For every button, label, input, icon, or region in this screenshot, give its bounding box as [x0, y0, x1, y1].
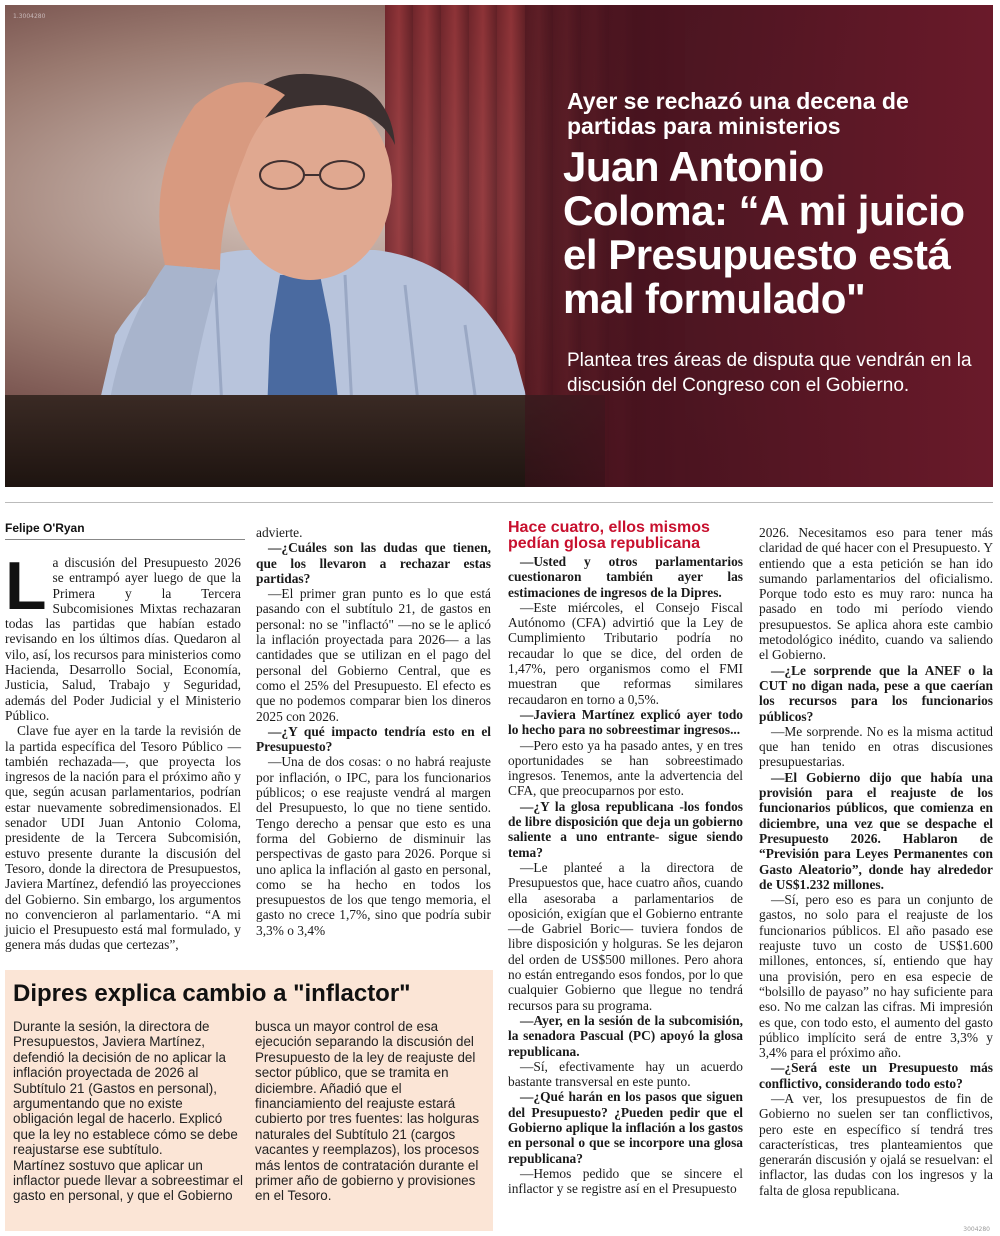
interview-question: —¿Le sorprende que la ANEF o la CUT no digan nada, pese a que caerían los recursos para los funcionarios públicos?	[759, 662, 993, 724]
box-paragraph: Martínez sostuvo que aplicar un inflactor puede llevar a sobreestimar el gasto en personal, y que el Gobierno	[13, 1157, 243, 1204]
byline-rule	[5, 539, 245, 540]
interview-answer: —Una de dos cosas: o no habrá reajuste por inflación, o IPC, para los funcionarios públicos; o ese reajuste vendrá al margen del Presupuesto, lo que no tiene sentido. Tengo derecho a pensar que esto es una forma del Gobierno de disminuir las perspectivas de gasto para 2026. Porque si uno aplica la inflación al gasto en personal, como se ha hecho en todos los presupuestos de los que tengo memoria, el gasto no crece 1,7%, sino que podría subir 3,3% o 3,4%	[256, 754, 491, 938]
interview-question: —El Gobierno dijo que había una provisión para el reajuste de los funcionarios públicos, que comienza en diciembre, una vez que se despache el Presupuesto 2026. Hablaron de “Previsión para Leyes Permanentes con Gasto Aleatorio”, donde hay alrededor de US$1.232 millones.	[759, 769, 993, 892]
dropcap: L	[5, 548, 47, 624]
article-column-3	[508, 554, 743, 1196]
interview-answer: —Sí, pero eso es para un conjunto de gastos, no solo para el reajuste de los funcionarios públicos. El año pasado ese reajuste tuvo un costo de US$1.600 millones, entonces, sí, entiendo que hay una provisión, pero en esa especie de “bolsillo de payaso” no hay suficiente para eso. No me calzan las cifras. Mi impresión es que, con todo esto, el aumento del gasto público implícito será de entre 3,3% y 3,4% para el próximo año.	[759, 892, 993, 1061]
interview-question: —¿Y la glosa republicana -los fondos de libre disposición que deja un gobierno saliente a uno entrante- sigue siendo tema?	[508, 798, 743, 860]
desk-shape	[5, 395, 605, 487]
paragraph: Clave fue ayer en la tarde la revisión de la partida específica del Tesoro Público —también rechazada—, que proyecta los ingresos de la nación para el próximo año y que, según acusan parlamentarios, podrían estar nuevamente sobredimensionados. El senador UDI Juan Antonio Coloma, presidente de la Tercera Subcomisión, estuvo presente durante la discusión del Tesoro, donde la directora de Presupuestos, Javiera Martínez, defendió las proyecciones del Gobierno. Sin embargo, los argumentos no convencieron al parlamentario. “A mi juicio el Presupuesto está mal formulado, y genera más dudas que certezas”,	[5, 723, 241, 953]
interview-answer: —El primer gran punto es lo que está pasando con el subtítulo 21, de gastos en personal: no se "inflactó" —no se le aplicó la inflación proyectada para 2026— a las cantidades que se utilizan en el pago del personal del Gobierno Central, que es como el 25% del Presupuesto. El efecto es que no podemos comparar bien los dineros 2025 con 2026.	[256, 586, 491, 724]
sidebar-box	[5, 970, 493, 1231]
interview-answer: —Pero esto ya ha pasado antes, y en tres oportunidades se han sobreestimado ingresos. Tenemos, ante la advertencia del CFA, que preocuparnos por esto.	[508, 737, 743, 799]
box-paragraph: Durante la sesión, la directora de Presupuestos, Javiera Martínez, defendió la decisión de no aplicar la inflación proyectada de 2026 al Subtítulo 21 (Gastos en personal), argumentando que no existe obligación legal de hacerlo. Explicó que la ley no establece cómo se debe reajustarse ese subtítulo.	[13, 1019, 238, 1158]
interview-answer: —Me sorprende. No es la misma actitud que han tenido en otras discusiones presupuestarias.	[759, 723, 993, 770]
hero-banner	[5, 5, 993, 487]
interview-question: —Usted y otros parlamentarios cuestionaron también ayer las estimaciones de ingresos de la Dipres.	[508, 554, 743, 600]
interview-answer: —Hemos pedido que se sincere el inflactor y se registre así en el Presupuesto	[508, 1165, 743, 1197]
interview-answer: advierte.	[256, 525, 303, 540]
box-paragraph: busca un mayor control de esa ejecución separando la discusión del Presupuesto de la ley de reajuste del sector público, que se tramita en diciembre. Añadió que el financiamiento del reajuste estará cubierto por tres fuentes: las holguras naturales del Subtítulo 21 (cargos vacantes y reemplazos), los procesos más lentos de contratación durante el primer año de gobierno y provisiones en el Tesoro.	[255, 1019, 480, 1204]
divider	[5, 502, 993, 503]
box-title: Dipres explica cambio a "inflactor"	[13, 980, 411, 1007]
article-column-4	[759, 525, 993, 1198]
subhead: Plantea tres áreas de disputa que vendrán en la discusión del Congreso con el Gobierno.	[567, 350, 972, 396]
page-code-top: 1.3004280	[13, 13, 46, 20]
interview-question: —¿Y qué impacto tendría esto en el Presupuesto?	[256, 723, 491, 755]
paragraph: a discusión del Presupuesto 2026 se entrampó ayer luego de que la Primera y la Tercera Subcomisiones Mixtas rechazaran todas las partidas que habían estado revisando en los últimos días. Quedaron al vilo, así, los recursos para ministerios como Hacienda, Desarrollo Social, Economía, Justicia, Salud, Trabajo y Seguridad, además del Poder Judicial y el Ministerio Público.	[5, 555, 241, 723]
article-column-1	[5, 548, 241, 953]
interview-answer: —Este miércoles, el Consejo Fiscal Autónomo (CFA) advirtió que la Ley de Cumplimiento Tributario podría no recaudar lo que se dice, del orden de 1,47%, pero organismos como el FMI muestran que reformas similares recaudaron en torno a 0,5%.	[508, 599, 743, 707]
byline: Felipe O'Ryan	[5, 521, 85, 535]
interview-question: —¿Cuáles son las dudas que tienen, que los llevaron a rechazar estas partidas?	[256, 540, 491, 586]
box-column-2	[255, 1019, 487, 1204]
interview-answer: —Le planteé a la directora de Presupuestos que, hace cuatro años, cuando ella asesoraba a parlamentarios de oposición, exigían que el Gobierno entrante —de Gabriel Boric— tuviera fondos de libre disposición y holguras. Se les dejaron del orden de US$500 millones. Pero ahora no están entregando esos fondos, por lo que cualquier Gobierno que llegue no tendrá recursos para su programa.	[508, 859, 743, 1013]
section-heading: Hace cuatro, ellos mismos pedían glosa republicana	[508, 519, 710, 552]
kicker: Ayer se rechazó una decena de partidas para ministerios	[567, 88, 909, 139]
page-code-bottom: 3004280	[963, 1226, 990, 1233]
interview-answer: —A ver, los presupuestos de fin de Gobierno no suelen ser tan conflictivos, pero este en específico sí tendrá tres características, tres planteamientos que generarán discusión y ojalá se resuelvan: el inflactor, las dudas con los ingresos y la falta de glosa republicana.	[759, 1090, 993, 1198]
interview-answer: 2026. Necesitamos eso para tener más claridad de qué hacer con el Presupuesto. Y entiendo que a esta petición se han ido sumando parlamentarios del oficialismo. Porque todo esto es muy raro: nunca ha pasado en todo mi período viendo presupuestos. Se aplica ahora este cambio metodológico inédito, cuando va saliendo el Gobierno.	[759, 525, 993, 663]
interview-question: —Javiera Martínez explicó ayer todo lo hecho para no sobreestimar ingresos...	[508, 706, 743, 738]
interview-question: —¿Qué harán en los pasos que siguen del Presupuesto? ¿Pueden pedir que el Gobierno aplique la inflación a los gastos en personal o que se incorpore una glosa republicana?	[508, 1089, 743, 1166]
interview-answer: —Sí, efectivamente hay un acuerdo bastante transversal en este punto.	[508, 1058, 743, 1090]
interview-question: —Ayer, en la sesión de la subcomisión, la senadora Pascual (PC) apoyó la glosa republicana.	[508, 1012, 743, 1059]
box-column-1	[13, 1019, 245, 1204]
article-column-2	[256, 525, 491, 938]
headline: Juan Antonio Coloma: “A mi juicio el Presupuesto está mal formulado"	[563, 143, 965, 322]
interview-question: —¿Será este un Presupuesto más conflictivo, considerando todo esto?	[759, 1060, 993, 1091]
